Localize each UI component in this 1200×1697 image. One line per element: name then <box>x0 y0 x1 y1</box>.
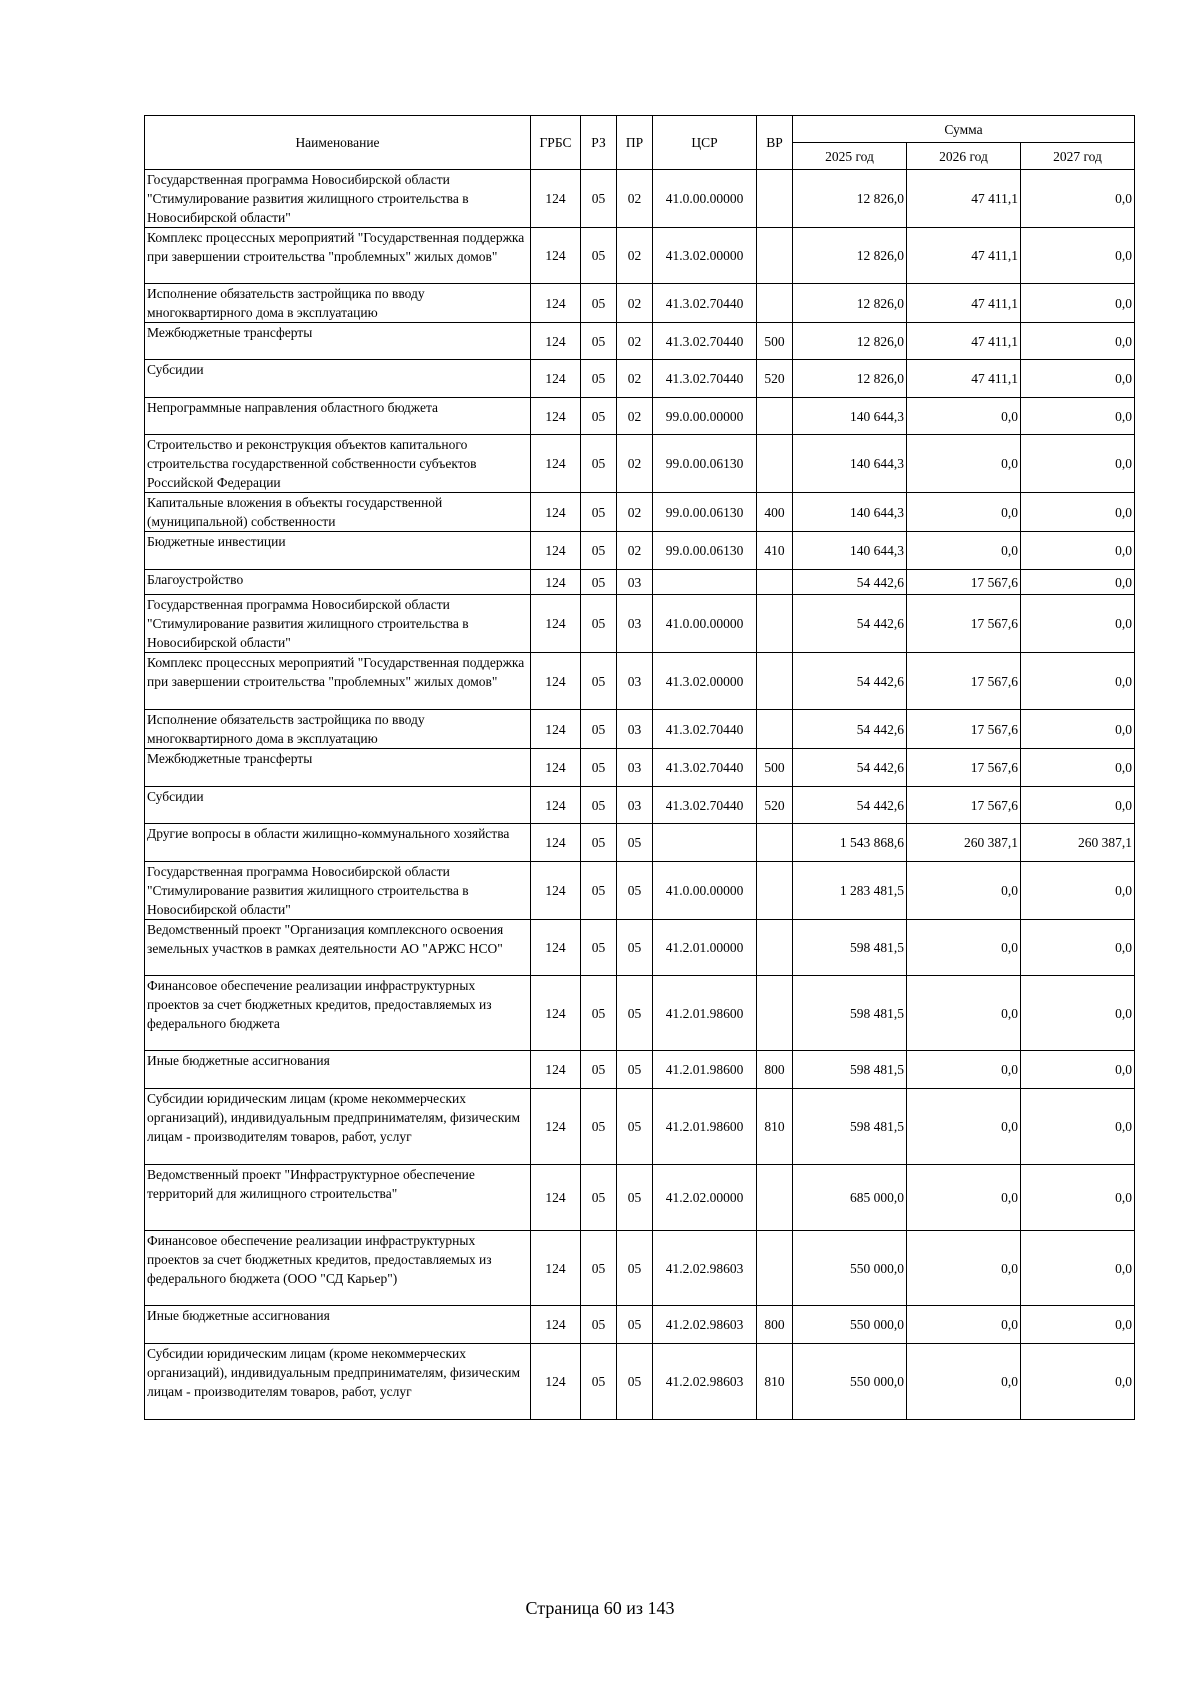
header-name: Наименование <box>145 116 531 170</box>
row-grbs: 124 <box>531 824 581 862</box>
row-sum-2025: 140 644,3 <box>793 493 907 532</box>
row-sum-2025: 598 481,5 <box>793 1051 907 1089</box>
table-row <box>145 1306 1135 1344</box>
row-sum-2026: 0,0 <box>907 976 1021 1051</box>
row-rz: 05 <box>581 493 617 532</box>
row-rz: 05 <box>581 1089 617 1165</box>
row-csr <box>653 824 757 862</box>
row-sum-2026: 17 567,6 <box>907 710 1021 749</box>
row-name: Государственная программа Новосибирской области "Стимулирование развития жилищного строительства в Новосибирской области" <box>145 862 531 920</box>
table-row <box>145 920 1135 976</box>
row-rz: 05 <box>581 284 617 323</box>
row-vr <box>757 920 793 976</box>
row-vr: 810 <box>757 1089 793 1165</box>
table-row <box>145 595 1135 653</box>
row-pr: 02 <box>617 170 653 228</box>
row-name: Благоустройство <box>145 570 531 595</box>
row-grbs: 124 <box>531 228 581 284</box>
row-rz: 05 <box>581 920 617 976</box>
row-sum-2026: 17 567,6 <box>907 653 1021 710</box>
row-pr: 02 <box>617 435 653 493</box>
row-vr: 800 <box>757 1051 793 1089</box>
row-sum-2026: 47 411,1 <box>907 170 1021 228</box>
header-pr: ПР <box>617 116 653 170</box>
table-row <box>145 532 1135 570</box>
row-rz: 05 <box>581 435 617 493</box>
table-row <box>145 435 1135 493</box>
row-sum-2026: 0,0 <box>907 1344 1021 1420</box>
row-vr: 400 <box>757 493 793 532</box>
row-csr: 41.3.02.70440 <box>653 710 757 749</box>
row-grbs: 124 <box>531 749 581 787</box>
budget-table <box>144 115 1135 1420</box>
row-rz: 05 <box>581 1344 617 1420</box>
row-sum-2025: 598 481,5 <box>793 1089 907 1165</box>
row-sum-2025: 54 442,6 <box>793 710 907 749</box>
row-pr: 02 <box>617 360 653 398</box>
row-vr <box>757 976 793 1051</box>
row-vr <box>757 710 793 749</box>
row-csr: 41.0.00.00000 <box>653 170 757 228</box>
row-sum-2026: 0,0 <box>907 435 1021 493</box>
row-csr: 41.2.02.98603 <box>653 1306 757 1344</box>
table-row <box>145 228 1135 284</box>
header-grbs: ГРБС <box>531 116 581 170</box>
row-csr: 99.0.00.06130 <box>653 532 757 570</box>
row-sum-2026: 260 387,1 <box>907 824 1021 862</box>
row-pr: 02 <box>617 228 653 284</box>
row-grbs: 124 <box>531 920 581 976</box>
row-sum-2026: 0,0 <box>907 493 1021 532</box>
row-sum-2027: 0,0 <box>1021 228 1135 284</box>
row-grbs: 124 <box>531 398 581 435</box>
row-name: Бюджетные инвестиции <box>145 532 531 570</box>
row-rz: 05 <box>581 749 617 787</box>
row-vr <box>757 1231 793 1306</box>
row-sum-2026: 0,0 <box>907 920 1021 976</box>
row-sum-2025: 12 826,0 <box>793 228 907 284</box>
row-rz: 05 <box>581 976 617 1051</box>
row-sum-2026: 0,0 <box>907 398 1021 435</box>
row-csr: 41.2.02.00000 <box>653 1165 757 1231</box>
row-vr: 520 <box>757 360 793 398</box>
row-grbs: 124 <box>531 360 581 398</box>
row-sum-2027: 0,0 <box>1021 787 1135 824</box>
row-sum-2025: 598 481,5 <box>793 976 907 1051</box>
table-row <box>145 1165 1135 1231</box>
row-sum-2025: 54 442,6 <box>793 595 907 653</box>
row-name: Субсидии <box>145 360 531 398</box>
row-sum-2027: 0,0 <box>1021 862 1135 920</box>
row-csr: 41.2.02.98603 <box>653 1344 757 1420</box>
table-row <box>145 1089 1135 1165</box>
row-name: Капитальные вложения в объекты государственной (муниципальной) собственности <box>145 493 531 532</box>
row-grbs: 124 <box>531 787 581 824</box>
row-sum-2025: 140 644,3 <box>793 398 907 435</box>
row-sum-2026: 0,0 <box>907 1089 1021 1165</box>
row-pr: 03 <box>617 595 653 653</box>
row-sum-2025: 54 442,6 <box>793 749 907 787</box>
row-vr <box>757 284 793 323</box>
row-name: Непрограммные направления областного бюджета <box>145 398 531 435</box>
row-sum-2027: 0,0 <box>1021 1306 1135 1344</box>
table-row <box>145 323 1135 360</box>
row-vr: 500 <box>757 749 793 787</box>
row-csr: 41.2.01.00000 <box>653 920 757 976</box>
header-vr: ВР <box>757 116 793 170</box>
row-csr: 41.3.02.00000 <box>653 228 757 284</box>
row-name: Межбюджетные трансферты <box>145 749 531 787</box>
table-row <box>145 1344 1135 1420</box>
row-name: Исполнение обязательств застройщика по вводу многоквартирного дома в эксплуатацию <box>145 710 531 749</box>
row-grbs: 124 <box>531 1344 581 1420</box>
row-sum-2027: 0,0 <box>1021 170 1135 228</box>
row-pr: 02 <box>617 323 653 360</box>
row-rz: 05 <box>581 1165 617 1231</box>
row-sum-2026: 17 567,6 <box>907 749 1021 787</box>
row-vr <box>757 570 793 595</box>
row-csr: 41.0.00.00000 <box>653 595 757 653</box>
row-rz: 05 <box>581 170 617 228</box>
row-vr <box>757 824 793 862</box>
row-grbs: 124 <box>531 435 581 493</box>
table-row <box>145 493 1135 532</box>
row-name: Иные бюджетные ассигнования <box>145 1051 531 1089</box>
row-pr: 05 <box>617 976 653 1051</box>
row-pr: 02 <box>617 284 653 323</box>
table-body <box>145 170 1135 1420</box>
row-name: Другие вопросы в области жилищно-коммунального хозяйства <box>145 824 531 862</box>
row-name: Строительство и реконструкция объектов капитального строительства государственной собственности субъектов Российской Федерации <box>145 435 531 493</box>
row-pr: 05 <box>617 1231 653 1306</box>
row-pr: 05 <box>617 1306 653 1344</box>
row-pr: 02 <box>617 398 653 435</box>
row-sum-2027: 0,0 <box>1021 749 1135 787</box>
table-row <box>145 1051 1135 1089</box>
row-sum-2025: 54 442,6 <box>793 570 907 595</box>
row-grbs: 124 <box>531 1306 581 1344</box>
row-pr: 02 <box>617 532 653 570</box>
row-sum-2025: 12 826,0 <box>793 284 907 323</box>
row-grbs: 124 <box>531 323 581 360</box>
header-year-2026: 2026 год <box>907 143 1021 170</box>
row-name: Финансовое обеспечение реализации инфраструктурных проектов за счет бюджетных кредитов, предоставляемых из федерального бюджета (ООО "СД Карьер") <box>145 1231 531 1306</box>
row-rz: 05 <box>581 710 617 749</box>
row-rz: 05 <box>581 595 617 653</box>
table-row <box>145 570 1135 595</box>
row-name: Ведомственный проект "Инфраструктурное обеспечение территорий для жилищного строительства" <box>145 1165 531 1231</box>
row-rz: 05 <box>581 398 617 435</box>
row-pr: 05 <box>617 1344 653 1420</box>
row-rz: 05 <box>581 824 617 862</box>
row-grbs: 124 <box>531 493 581 532</box>
row-sum-2026: 0,0 <box>907 1165 1021 1231</box>
page-number: Страница 60 из 143 <box>525 1598 675 1618</box>
row-grbs: 124 <box>531 532 581 570</box>
row-vr: 800 <box>757 1306 793 1344</box>
row-sum-2025: 54 442,6 <box>793 653 907 710</box>
header-year-2027: 2027 год <box>1021 143 1135 170</box>
row-sum-2026: 47 411,1 <box>907 323 1021 360</box>
row-vr <box>757 170 793 228</box>
row-grbs: 124 <box>531 595 581 653</box>
row-sum-2027: 0,0 <box>1021 710 1135 749</box>
row-vr <box>757 1165 793 1231</box>
row-pr: 05 <box>617 1089 653 1165</box>
row-grbs: 124 <box>531 976 581 1051</box>
row-name: Комплекс процессных мероприятий "Государственная поддержка при завершении строительства "проблемных" жилых домов" <box>145 653 531 710</box>
row-sum-2027: 0,0 <box>1021 323 1135 360</box>
row-pr: 03 <box>617 749 653 787</box>
row-rz: 05 <box>581 1306 617 1344</box>
row-name: Исполнение обязательств застройщика по вводу многоквартирного дома в эксплуатацию <box>145 284 531 323</box>
row-pr: 03 <box>617 653 653 710</box>
row-grbs: 124 <box>531 170 581 228</box>
row-sum-2027: 0,0 <box>1021 284 1135 323</box>
row-sum-2027: 0,0 <box>1021 493 1135 532</box>
row-sum-2027: 0,0 <box>1021 595 1135 653</box>
row-name: Иные бюджетные ассигнования <box>145 1306 531 1344</box>
row-rz: 05 <box>581 787 617 824</box>
row-vr <box>757 595 793 653</box>
row-name: Субсидии юридическим лицам (кроме некоммерческих организаций), индивидуальным предпринимателям, физическим лицам - производителям товаров, работ, услуг <box>145 1344 531 1420</box>
row-vr <box>757 398 793 435</box>
table-header <box>145 116 1135 170</box>
row-csr: 41.3.02.00000 <box>653 653 757 710</box>
row-sum-2027: 260 387,1 <box>1021 824 1135 862</box>
row-sum-2027: 0,0 <box>1021 398 1135 435</box>
row-sum-2026: 17 567,6 <box>907 595 1021 653</box>
row-csr: 99.0.00.06130 <box>653 493 757 532</box>
row-pr: 05 <box>617 824 653 862</box>
row-sum-2025: 685 000,0 <box>793 1165 907 1231</box>
row-name: Государственная программа Новосибирской области "Стимулирование развития жилищного строительства в Новосибирской области" <box>145 595 531 653</box>
header-sum: Сумма <box>793 116 1135 143</box>
row-sum-2025: 12 826,0 <box>793 170 907 228</box>
row-grbs: 124 <box>531 862 581 920</box>
row-sum-2027: 0,0 <box>1021 1051 1135 1089</box>
row-vr <box>757 228 793 284</box>
table-row <box>145 284 1135 323</box>
row-sum-2025: 140 644,3 <box>793 435 907 493</box>
row-rz: 05 <box>581 532 617 570</box>
row-sum-2025: 1 283 481,5 <box>793 862 907 920</box>
row-name: Субсидии <box>145 787 531 824</box>
table-row <box>145 1231 1135 1306</box>
row-csr: 41.2.01.98600 <box>653 976 757 1051</box>
row-sum-2026: 0,0 <box>907 1231 1021 1306</box>
row-sum-2027: 0,0 <box>1021 1344 1135 1420</box>
row-vr: 520 <box>757 787 793 824</box>
row-sum-2025: 550 000,0 <box>793 1231 907 1306</box>
row-sum-2027: 0,0 <box>1021 653 1135 710</box>
table-row <box>145 976 1135 1051</box>
row-pr: 03 <box>617 787 653 824</box>
row-sum-2025: 140 644,3 <box>793 532 907 570</box>
row-csr <box>653 570 757 595</box>
row-grbs: 124 <box>531 284 581 323</box>
row-sum-2026: 47 411,1 <box>907 284 1021 323</box>
row-vr <box>757 435 793 493</box>
row-name: Комплекс процессных мероприятий "Государственная поддержка при завершении строительства "проблемных" жилых домов" <box>145 228 531 284</box>
row-name: Государственная программа Новосибирской области "Стимулирование развития жилищного строительства в Новосибирской области" <box>145 170 531 228</box>
row-pr: 05 <box>617 862 653 920</box>
row-rz: 05 <box>581 1051 617 1089</box>
table-row <box>145 862 1135 920</box>
row-rz: 05 <box>581 570 617 595</box>
row-pr: 05 <box>617 1051 653 1089</box>
row-rz: 05 <box>581 862 617 920</box>
row-rz: 05 <box>581 323 617 360</box>
row-csr: 41.3.02.70440 <box>653 323 757 360</box>
row-sum-2027: 0,0 <box>1021 976 1135 1051</box>
header-rz: РЗ <box>581 116 617 170</box>
row-csr: 41.0.00.00000 <box>653 862 757 920</box>
row-sum-2026: 47 411,1 <box>907 360 1021 398</box>
row-rz: 05 <box>581 653 617 710</box>
row-vr <box>757 862 793 920</box>
row-csr: 41.3.02.70440 <box>653 787 757 824</box>
table-row <box>145 653 1135 710</box>
row-sum-2026: 47 411,1 <box>907 228 1021 284</box>
row-pr: 05 <box>617 1165 653 1231</box>
row-grbs: 124 <box>531 570 581 595</box>
table-row <box>145 170 1135 228</box>
row-csr: 41.3.02.70440 <box>653 749 757 787</box>
row-sum-2026: 0,0 <box>907 862 1021 920</box>
row-csr: 41.3.02.70440 <box>653 284 757 323</box>
row-sum-2027: 0,0 <box>1021 1089 1135 1165</box>
row-sum-2026: 17 567,6 <box>907 787 1021 824</box>
table-row <box>145 787 1135 824</box>
row-rz: 05 <box>581 1231 617 1306</box>
row-vr: 810 <box>757 1344 793 1420</box>
row-pr: 02 <box>617 493 653 532</box>
row-sum-2027: 0,0 <box>1021 532 1135 570</box>
row-sum-2025: 12 826,0 <box>793 323 907 360</box>
row-sum-2027: 0,0 <box>1021 1165 1135 1231</box>
row-grbs: 124 <box>531 1089 581 1165</box>
row-rz: 05 <box>581 228 617 284</box>
row-pr: 05 <box>617 920 653 976</box>
row-csr: 99.0.00.00000 <box>653 398 757 435</box>
table-row <box>145 360 1135 398</box>
row-sum-2025: 12 826,0 <box>793 360 907 398</box>
row-sum-2026: 17 567,6 <box>907 570 1021 595</box>
table-row <box>145 824 1135 862</box>
row-sum-2025: 550 000,0 <box>793 1306 907 1344</box>
row-sum-2025: 598 481,5 <box>793 920 907 976</box>
row-csr: 41.3.02.70440 <box>653 360 757 398</box>
row-sum-2025: 54 442,6 <box>793 787 907 824</box>
row-csr: 41.2.01.98600 <box>653 1051 757 1089</box>
header-csr: ЦСР <box>653 116 757 170</box>
row-sum-2026: 0,0 <box>907 1306 1021 1344</box>
row-grbs: 124 <box>531 1165 581 1231</box>
row-name: Межбюджетные трансферты <box>145 323 531 360</box>
row-sum-2027: 0,0 <box>1021 360 1135 398</box>
row-pr: 03 <box>617 570 653 595</box>
row-csr: 41.2.01.98600 <box>653 1089 757 1165</box>
row-grbs: 124 <box>531 653 581 710</box>
row-sum-2027: 0,0 <box>1021 1231 1135 1306</box>
table-row <box>145 710 1135 749</box>
table-row <box>145 398 1135 435</box>
row-grbs: 124 <box>531 1051 581 1089</box>
table-row <box>145 749 1135 787</box>
row-grbs: 124 <box>531 1231 581 1306</box>
row-name: Субсидии юридическим лицам (кроме некоммерческих организаций), индивидуальным предпринимателям, физическим лицам - производителям товаров, работ, услуг <box>145 1089 531 1165</box>
row-csr: 99.0.00.06130 <box>653 435 757 493</box>
row-vr <box>757 653 793 710</box>
row-sum-2027: 0,0 <box>1021 435 1135 493</box>
row-vr: 410 <box>757 532 793 570</box>
header-year-2025: 2025 год <box>793 143 907 170</box>
row-sum-2025: 550 000,0 <box>793 1344 907 1420</box>
row-grbs: 124 <box>531 710 581 749</box>
row-name: Ведомственный проект "Организация комплексного освоения земельных участков в рамках деятельности АО "АРЖС НСО" <box>145 920 531 976</box>
row-sum-2027: 0,0 <box>1021 570 1135 595</box>
row-sum-2026: 0,0 <box>907 1051 1021 1089</box>
row-rz: 05 <box>581 360 617 398</box>
row-csr: 41.2.02.98603 <box>653 1231 757 1306</box>
row-pr: 03 <box>617 710 653 749</box>
row-sum-2026: 0,0 <box>907 532 1021 570</box>
row-name: Финансовое обеспечение реализации инфраструктурных проектов за счет бюджетных кредитов, предоставляемых из федерального бюджета <box>145 976 531 1051</box>
row-sum-2027: 0,0 <box>1021 920 1135 976</box>
row-vr: 500 <box>757 323 793 360</box>
row-sum-2025: 1 543 868,6 <box>793 824 907 862</box>
